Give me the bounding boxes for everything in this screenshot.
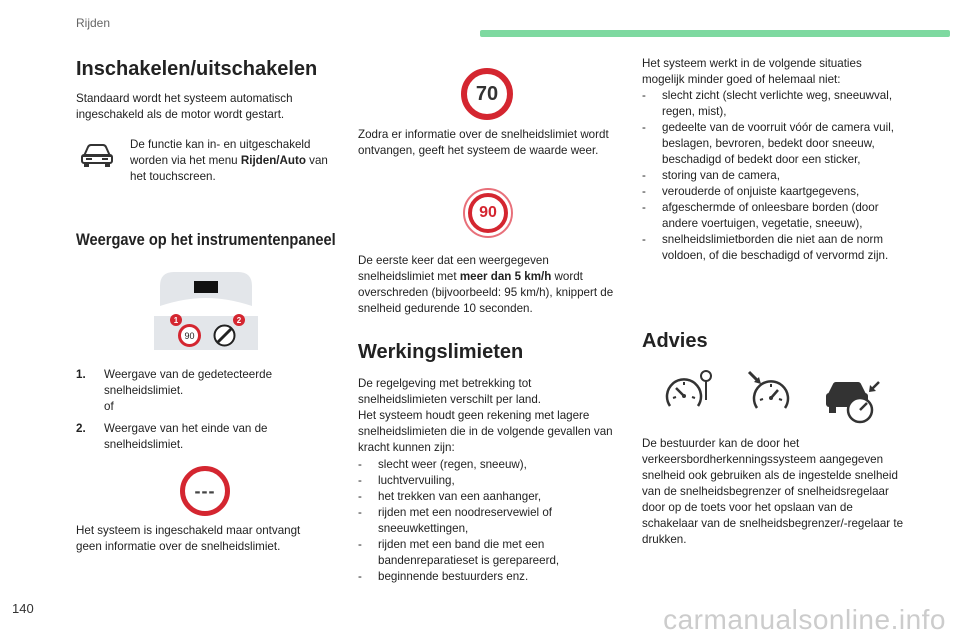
list-item: - luchtvervuiling, — [358, 474, 455, 487]
degraded-conditions-list — [642, 88, 904, 264]
list-item: - gedeelte van de voorruit vóór de camera vuil, beslagen, bevroren, bedekt door sneeuw, beschadigd of bedekt door een sticker, — [642, 121, 895, 166]
list-item: - slecht zicht (slecht verlichte weg, sneeuwval, regen, mist), — [642, 89, 893, 118]
list-item: - afgeschermde of onleesbare borden (door andere voertuigen, vegetatie, sneeuw), — [642, 201, 879, 230]
speed-sign-90-flashing — [463, 188, 513, 238]
no-limit-sign: --- — [180, 466, 230, 516]
end-of-limit-icon — [213, 324, 236, 352]
cruise-control-icon — [745, 368, 795, 419]
degraded-conditions-intro: Het systeem werkt in de volgende situaties mogelijk minder goed of helemaal niet: — [642, 57, 862, 86]
speed-sign-70: 70 — [461, 68, 513, 120]
no-info-note: Het systeem is ingeschakeld maar ontvangt geen informatie over de snelheidslimiet. — [76, 524, 301, 553]
limits-list — [358, 457, 620, 585]
overspeed-text: De eerste keer dat een weergegeven snelheidslimiet met meer dan 5 km/h wordt overschreden (bijvoorbeeld: 95 km/h), knippert de snelheid gedurende 10 seconden. — [358, 254, 614, 315]
car-settings-icon — [80, 142, 114, 173]
title-operating-limits: Werkingslimieten — [358, 341, 524, 363]
car-speed-icon — [824, 378, 884, 429]
callout-badge-2: 2 — [233, 314, 245, 326]
speed-limiter-icon — [664, 368, 716, 419]
limit-received-text: Zodra er informatie over de snelheidslimiet wordt ontvangen, geeft het systeem de waarde weer. — [358, 128, 609, 157]
display-legend-list — [76, 367, 336, 459]
list-item: - rijden met een noodreservewiel of sneeuwkettingen, — [358, 506, 553, 535]
list-item: - verouderde of onjuiste kaartgegevens, — [642, 185, 860, 198]
list-item: - slecht weer (regen, sneeuw), — [358, 458, 527, 471]
cluster-speed-sign: 90 — [178, 324, 201, 347]
activation-menu-note: De functie kan in- en uitgeschakeld worden via het menu Rijden/Auto van het touchscreen. — [130, 138, 328, 183]
title-advice: Advies — [642, 330, 708, 352]
limits-intro: De regelgeving met betrekking tot snelheidslimieten verschilt per land. Het systeem houdt geen rekening met lagere snelheidslimieten die in de volgende gevallen van kracht kunnen zijn: — [358, 377, 613, 454]
list-item: - snelheidslimietborden die niet aan de norm voldoen, of die beschadigd of vervormd zijn. — [642, 233, 889, 262]
instrument-cluster-illustration — [154, 268, 258, 350]
legend-item-2: 2. Weergave van het einde van de snelheidslimiet. — [76, 422, 268, 451]
page-number: 140 — [12, 601, 34, 616]
title-activation: Inschakelen/uitschakelen — [76, 58, 318, 80]
list-item: - storing van de camera, — [642, 169, 780, 182]
list-item: - beginnende bestuurders enz. — [358, 570, 529, 583]
callout-badge-1: 1 — [170, 314, 182, 326]
title-instrument-display: Weergave op het instrumentenpaneel — [76, 230, 336, 249]
activation-intro: Standaard wordt het systeem automatisch ingeschakeld als de motor wordt gestart. — [76, 92, 293, 121]
list-item: - het trekken van een aanhanger, — [358, 490, 542, 503]
section-label: Rijden — [76, 16, 111, 30]
speed-sign-90: 90 — [468, 193, 508, 233]
advice-text: De bestuurder kan de door het verkeersbordherkenningssysteem aangegeven snelheid ook gebruiken als de ingestelde snelheid van de snelheidsbegrenzer of snelheidsregelaar door op de toets voor het opslaan van de schakelaar van de snelheidsbegrenzer/-regelaar te drukken. — [642, 437, 904, 546]
watermark: carmanualsonline.info — [663, 604, 946, 635]
section-accent-bar — [480, 30, 950, 37]
list-item: - rijden met een band die met een bandenreparatieset is gerepareerd, — [358, 538, 560, 567]
legend-item-1: 1. Weergave van de gedetecteerde snelheidslimiet. of — [76, 368, 273, 413]
